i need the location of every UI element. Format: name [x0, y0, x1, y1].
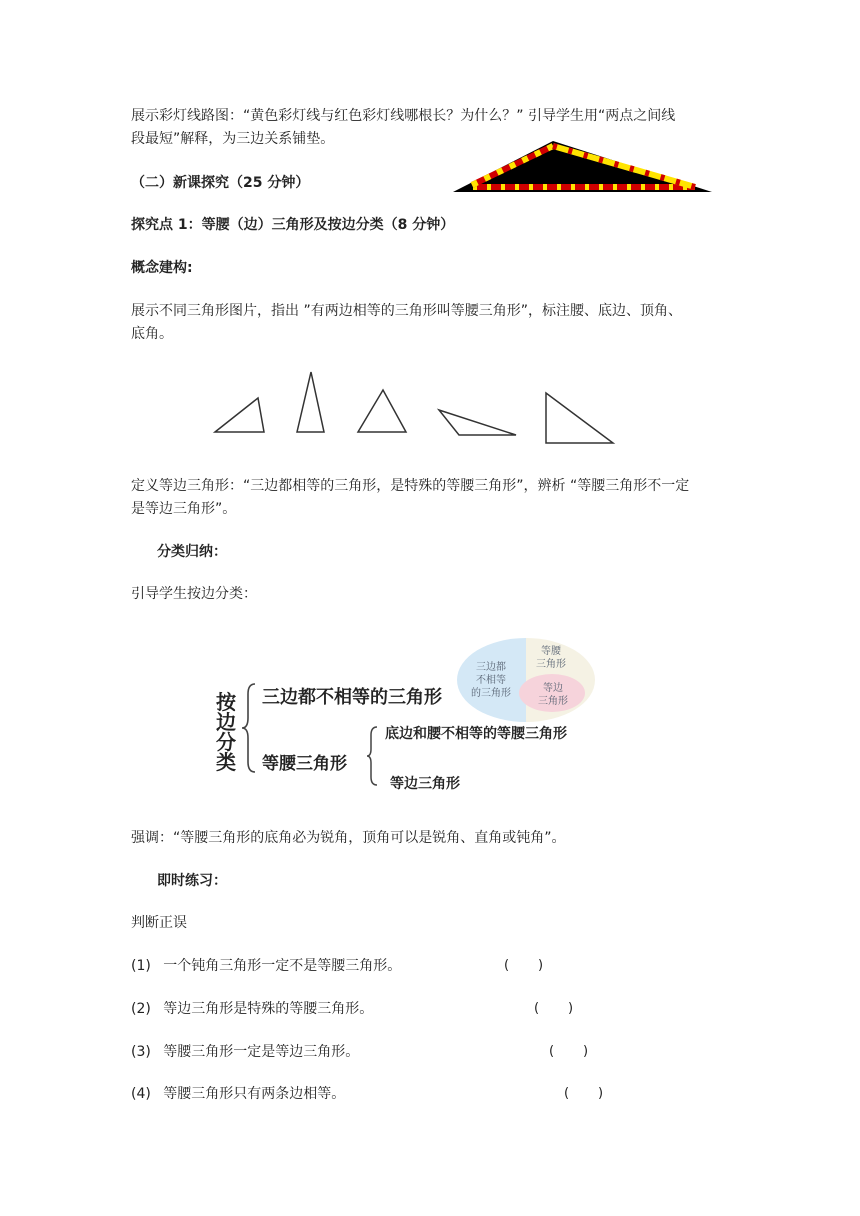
exercise-number: (3) [131, 1044, 151, 1060]
sub-isosceles-only-label: 底边和腰不相等的等腰三角形 [385, 726, 567, 742]
practice-heading: 即时练习： [157, 873, 227, 889]
exercise-number: (2) [131, 1001, 151, 1017]
triangle-shape-5 [546, 393, 613, 443]
triangle-shape-3 [358, 390, 406, 432]
main-brace-icon [240, 682, 260, 774]
branch-scalene-label: 三边都不相等的三角形 [262, 687, 442, 708]
exercise-4 [131, 1082, 345, 1106]
concept-heading: 概念建构: [131, 260, 193, 276]
answer-blank-4[interactable]: ( ) [564, 1086, 604, 1101]
exercise-number: (4) [131, 1086, 151, 1102]
lamp-line-triangle-figure [450, 134, 715, 196]
intro-line-1: 展示彩灯线路图：“黄色彩灯线与红色彩灯线哪根长？为什么？” 引导学生用“两点之间线 [131, 108, 676, 124]
sub-equilateral-label: 等边三角形 [390, 776, 460, 792]
root-char-4: 类 [216, 750, 236, 774]
exercise-text: 等边三角形是特殊的等腰三角形。 [163, 1001, 374, 1017]
exercise-number: (1) [131, 958, 151, 974]
concept-text-line-1: 展示不同三角形图片，指出 ”有两边相等的三角形叫等腰三角形”，标注腰、底边、顶角、 [131, 303, 682, 319]
venn-equilateral-line-2: 三角形 [538, 696, 568, 707]
exercise-text: 等腰三角形一定是等边三角形。 [163, 1044, 360, 1060]
root-char-1: 按 [216, 690, 236, 714]
venn-isosceles-line-2: 三角形 [536, 659, 566, 670]
emphasis-text: 强调：“等腰三角形的底角必为锐角，顶角可以是锐角、直角或钝角”。 [131, 830, 566, 846]
point1-heading: 探究点 1：等腰（边）三角形及按边分类（8 分钟） [131, 217, 455, 233]
venn-scalene-line-2: 不相等 [476, 675, 506, 686]
equilateral-def-line-2: 是等边三角形”。 [131, 501, 237, 517]
triangle-shape-2 [297, 372, 324, 432]
venn-equilateral-line-1: 等边 [543, 683, 563, 694]
exercise-1 [131, 954, 401, 978]
concept-text-line-2: 底角。 [131, 326, 173, 342]
section2-heading: （二）新课探究（25 分钟） [131, 175, 310, 191]
exercise-text: 一个钝角三角形一定不是等腰三角形。 [163, 958, 402, 974]
venn-diagram [455, 636, 597, 724]
exercise-text: 等腰三角形只有两条边相等。 [163, 1086, 346, 1102]
venn-isosceles-line-1: 等腰 [541, 646, 561, 657]
root-char-3: 分 [216, 730, 236, 754]
equilateral-def-line-1: 定义等边三角形：“三边都相等的三角形，是特殊的等腰三角形”，辨析 “等腰三角形不一定 [131, 478, 690, 494]
sub-brace-icon [365, 725, 381, 787]
classification-diagram [200, 630, 610, 805]
judge-label: 判断正误 [131, 915, 187, 931]
classify-heading: 分类归纳： [157, 544, 227, 560]
classify-root-label [216, 692, 238, 772]
branch-isosceles-label: 等腰三角形 [262, 754, 347, 774]
classify-intro: 引导学生按边分类： [131, 586, 257, 602]
answer-blank-1[interactable]: ( ) [504, 958, 544, 973]
exercise-3 [131, 1040, 359, 1064]
answer-blank-3[interactable]: ( ) [549, 1044, 589, 1059]
triangle-shape-4 [439, 410, 516, 435]
venn-scalene-line-1: 三边都 [476, 662, 506, 673]
venn-scalene-line-3: 的三角形 [471, 688, 511, 699]
exercise-2 [131, 997, 373, 1021]
intro-line-2: 段最短”解释，为三边关系铺垫。 [131, 131, 335, 147]
triangle-shape-1 [215, 398, 264, 432]
triangle-examples-figure [210, 365, 620, 450]
answer-blank-2[interactable]: ( ) [534, 1001, 574, 1016]
root-char-2: 边 [216, 710, 236, 734]
